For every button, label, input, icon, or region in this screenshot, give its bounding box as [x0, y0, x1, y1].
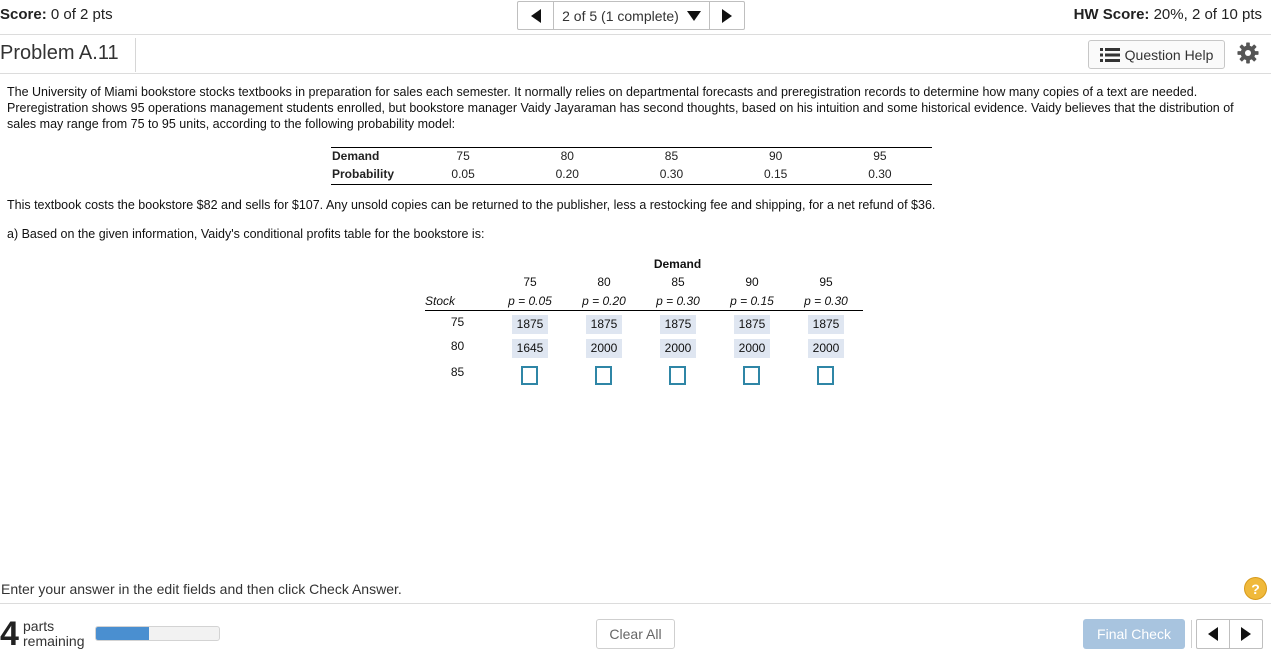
- probability-value: 0.05: [451, 167, 475, 181]
- part-a-prompt: a) Based on the given information, Vaidy's conditional profits table for the bookstore is:: [7, 227, 485, 241]
- probability-label: Probability: [332, 167, 395, 181]
- probability-table: [331, 147, 932, 183]
- score-value: 0 of 2 pts: [50, 6, 113, 23]
- demand-column-header: 85: [671, 275, 685, 289]
- answer-input[interactable]: [521, 366, 538, 385]
- divider: [0, 34, 1271, 35]
- profit-cell: 2000: [660, 339, 696, 358]
- divider: [0, 73, 1271, 74]
- probability-value: 0.30: [659, 167, 684, 181]
- score-display: [0, 6, 113, 23]
- cost-statement: This textbook costs the bookstore $82 and sells for $107. Any unsold copies can be returned to the publisher, less a restocking fee and shipping, for a net refund of $36.: [7, 198, 936, 212]
- profit-cell: 1875: [734, 315, 770, 334]
- stock-row-label: 80: [450, 339, 465, 353]
- problem-title: Problem A.11: [0, 42, 119, 64]
- stock-row-label: 75: [450, 315, 465, 329]
- chevron-left-icon: [531, 9, 541, 23]
- hw-score-value: 20%, 2 of 10 pts: [1153, 6, 1262, 23]
- score-label: Score:: [0, 6, 47, 23]
- clear-all-button[interactable]: Clear All: [596, 619, 675, 649]
- demand-value: 85: [664, 149, 679, 163]
- demand-column-header: 75: [523, 275, 537, 289]
- next-question-button[interactable]: [1230, 620, 1262, 648]
- question-selector-dropdown[interactable]: [554, 2, 710, 29]
- profit-cell: 2000: [734, 339, 770, 358]
- parts-remaining-count: 4: [0, 615, 19, 653]
- divider: [0, 603, 1271, 604]
- answer-input[interactable]: [817, 366, 834, 385]
- profit-cell: 1645: [512, 339, 548, 358]
- gear-icon[interactable]: [1237, 42, 1259, 64]
- probability-value: 0.30: [868, 167, 892, 181]
- parts-label-line: parts: [23, 618, 55, 634]
- stock-row-label: 85: [450, 365, 465, 379]
- question-help-label: Question Help: [1124, 46, 1214, 63]
- divider: [1191, 620, 1192, 648]
- hw-score-display: [1074, 6, 1262, 23]
- table-rule: [331, 184, 932, 185]
- probability-value: 0.20: [555, 167, 579, 181]
- probability-column-header: p = 0.15: [730, 294, 774, 308]
- progress-bar: [95, 626, 220, 641]
- probability-value: 0.15: [763, 167, 788, 181]
- question-selector-label: 2 of 5 (1 complete): [562, 7, 679, 24]
- chevron-left-icon: [1208, 627, 1218, 641]
- profit-cell: 2000: [808, 339, 844, 358]
- demand-value: 95: [873, 149, 887, 163]
- final-check-button[interactable]: Final Check: [1083, 619, 1185, 649]
- footer-question-navigator: [1196, 619, 1263, 649]
- demand-value: 90: [768, 149, 783, 163]
- parts-label-line: remaining: [23, 633, 85, 649]
- help-question-icon[interactable]: ?: [1244, 577, 1267, 600]
- demand-heading: Demand: [653, 257, 702, 271]
- answer-input[interactable]: [669, 366, 686, 385]
- probability-column-header: p = 0.30: [656, 294, 700, 308]
- probability-column-header: p = 0.30: [804, 294, 848, 308]
- profit-cell: 2000: [586, 339, 622, 358]
- caret-down-icon: [687, 11, 701, 21]
- probability-column-header: p = 0.05: [508, 294, 552, 308]
- probability-column-header: p = 0.20: [582, 294, 626, 308]
- divider: [135, 38, 136, 72]
- answer-input[interactable]: [595, 366, 612, 385]
- demand-column-header: 90: [745, 275, 759, 289]
- question-help-button[interactable]: [1088, 40, 1225, 69]
- table-row: [331, 165, 932, 183]
- parts-remaining-label: [23, 619, 84, 649]
- profit-cell: 1875: [808, 315, 844, 334]
- demand-column-header: 95: [819, 275, 833, 289]
- problem-statement: The University of Miami bookstore stocks textbooks in preparation for sales each semester. It normally relies on departmental forecasts and preregistration records to determine how many copies of a text are needed. Preregistration shows 95 operations management students enrolled, but bookstore manager Vaidy Jayaraman has second thoughts, based on his intuition and some historical evidence. Vaidy believes that the distribution of sales may range from 75 to 95 units, according to the following probability model:: [7, 85, 1234, 131]
- chevron-right-icon: [722, 9, 732, 23]
- profit-cell: 1875: [660, 315, 696, 334]
- next-question-button[interactable]: [710, 2, 744, 29]
- chevron-right-icon: [1241, 627, 1251, 641]
- previous-question-button[interactable]: [518, 2, 554, 29]
- answer-input[interactable]: [743, 366, 760, 385]
- instruction-text: Enter your answer in the edit fields and then click Check Answer.: [1, 581, 402, 597]
- demand-label: Demand: [332, 149, 380, 163]
- list-icon: [1100, 48, 1120, 62]
- demand-column-header: 80: [597, 275, 611, 289]
- table-rule: [425, 310, 863, 311]
- hw-score-label: HW Score:: [1073, 6, 1150, 23]
- demand-value: 80: [560, 149, 574, 163]
- question-navigator: [517, 1, 745, 30]
- stock-heading: Stock: [425, 294, 456, 308]
- previous-question-button[interactable]: [1197, 620, 1230, 648]
- demand-value: 75: [456, 149, 470, 163]
- progress-bar-fill: [96, 627, 149, 640]
- profit-cell: 1875: [512, 315, 548, 334]
- profit-cell: 1875: [586, 315, 622, 334]
- table-row: [331, 147, 932, 165]
